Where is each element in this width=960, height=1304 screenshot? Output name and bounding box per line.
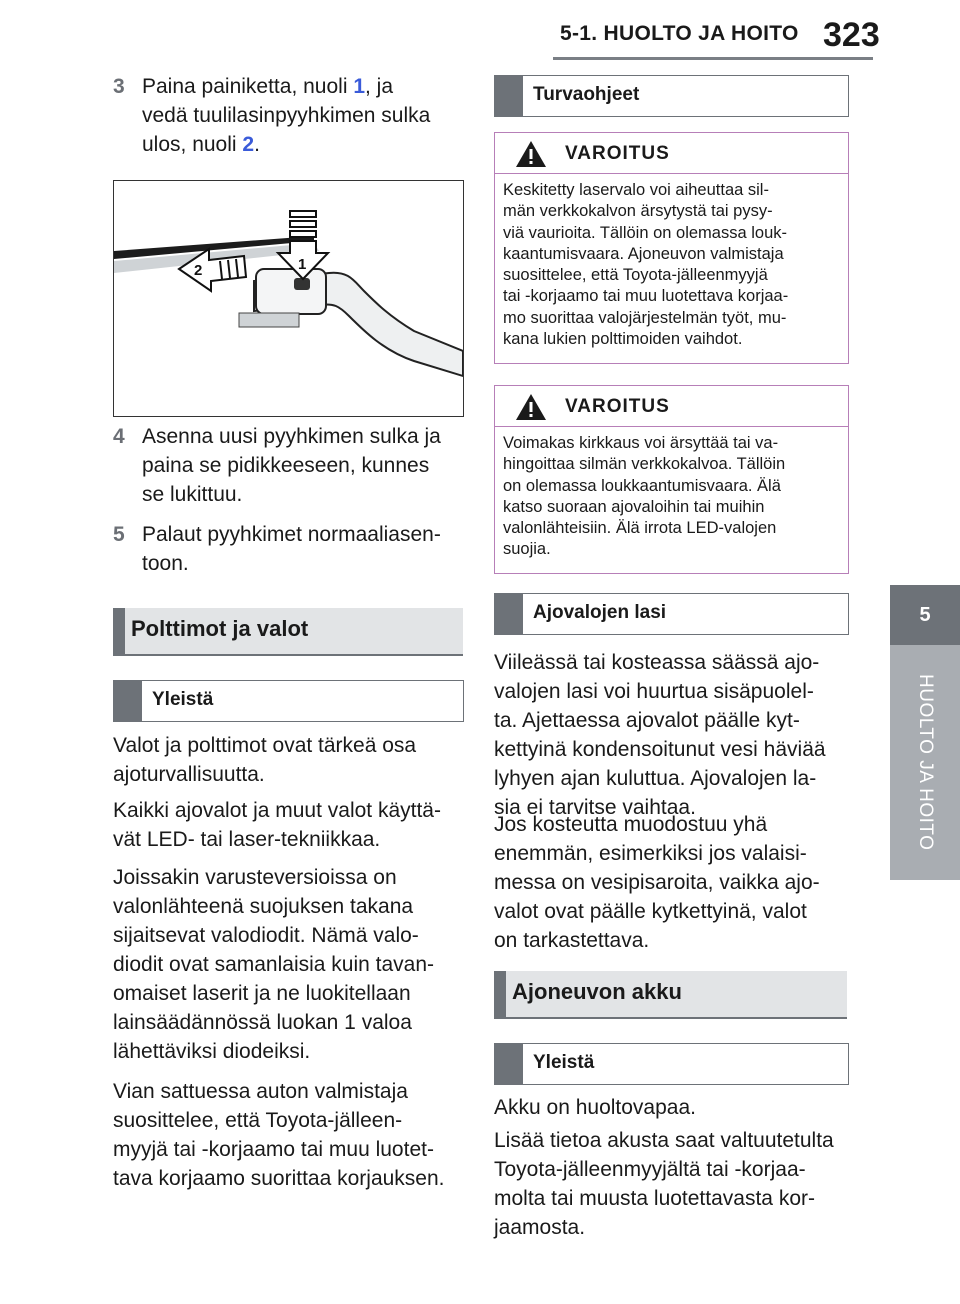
text-line: Vian sattuessa auton valmistaja bbox=[113, 1080, 408, 1103]
callout-2: 2 bbox=[194, 262, 203, 279]
release-button bbox=[294, 278, 310, 290]
subheading-general bbox=[113, 680, 464, 722]
text-line: Valot ja polttimot ovat tärkeä osa bbox=[113, 734, 417, 757]
text: ulos, nuoli bbox=[142, 133, 243, 156]
callout-1: 1 bbox=[298, 256, 307, 273]
text-line: lainsäädännössä luokan 1 valoa bbox=[113, 1011, 412, 1034]
text: , ja bbox=[365, 75, 394, 98]
text-line: Kaikki ajovalot ja muut valot käyttä- bbox=[113, 799, 441, 822]
text-line: mo suorittaa valojärjestelmän työt, mu- bbox=[503, 308, 787, 327]
section-heading-battery bbox=[494, 971, 847, 1019]
text: Paina painiketta, nuoli bbox=[142, 75, 354, 98]
battery-paragraph-2 bbox=[494, 1126, 854, 1242]
wiper-blade-illustration bbox=[113, 180, 464, 417]
subheading-headlight-glass bbox=[494, 593, 849, 635]
warning-label: VAROITUS bbox=[565, 143, 670, 164]
step-3-line-2: vedä tuulilasinpyyhkimen sulka bbox=[142, 104, 431, 127]
headlight-paragraph-1 bbox=[494, 648, 854, 822]
step-5-line: toon. bbox=[142, 552, 189, 575]
text-line: enemmän, esimerkiksi jos valaisi- bbox=[494, 842, 807, 865]
text-line: valonlähteenä suojuksen takana bbox=[113, 895, 414, 918]
warning-triangle-icon bbox=[515, 393, 547, 421]
lights-paragraph-4 bbox=[113, 1077, 473, 1193]
text-line: on olemassa loukkaantumisvaara. Älä bbox=[503, 476, 781, 495]
step-number: 3 bbox=[113, 75, 125, 98]
warning-triangle-icon bbox=[515, 140, 547, 168]
text-line: valot ovat päälle kytkettyinä, valot bbox=[494, 900, 807, 923]
text-line: Lisää tietoa akusta saat valtuutetulta bbox=[494, 1129, 834, 1152]
headlight-paragraph-2 bbox=[494, 810, 854, 955]
step-4 bbox=[113, 422, 463, 509]
text-line: on tarkastettava. bbox=[494, 929, 650, 952]
heading-bar bbox=[495, 594, 523, 634]
text-line: sia ei tarvitse vaihtaa. bbox=[494, 796, 696, 819]
text-line: Toyota-jälleenmyyjältä tai -korjaa- bbox=[494, 1158, 806, 1181]
wiper-blade-drawing bbox=[114, 181, 463, 416]
subheading-text: Yleistä bbox=[152, 689, 214, 710]
section-heading-text: Polttimot ja valot bbox=[131, 616, 309, 641]
step-3 bbox=[113, 72, 463, 159]
subheading-safety bbox=[494, 75, 849, 117]
text-line: män verkkokalvon ärsytystä tai pysy- bbox=[503, 202, 773, 221]
chapter-tab-title: HUOLTO JA HOITO bbox=[915, 674, 936, 851]
lights-paragraph-1 bbox=[113, 731, 468, 789]
text-line: hingoittaa silmän verkkokalvoa. Tällöin bbox=[503, 455, 786, 474]
text-line: Jos kosteutta muodostuu yhä bbox=[494, 813, 768, 836]
subheading-general-battery bbox=[494, 1043, 849, 1085]
step-4-line: se lukittuu. bbox=[142, 483, 243, 506]
step-5 bbox=[113, 520, 463, 578]
chapter-tab-title-wrap bbox=[890, 645, 960, 880]
warning-label: VAROITUS bbox=[565, 396, 670, 417]
text-line: viä vaurioita. Tällöin on olemassa louk- bbox=[503, 223, 788, 242]
step-4-line: paina se pidikkeeseen, kunnes bbox=[142, 454, 430, 477]
text-line: valojen lasi voi huurtua sisäpuolel- bbox=[494, 680, 814, 703]
text-line: kaantumisvaara. Ajoneuvon valmistaja bbox=[503, 244, 784, 263]
subheading-text: Turvaohjeet bbox=[533, 84, 640, 105]
text-line: Joissakin varusteversioissa on bbox=[113, 866, 397, 889]
text-line: kettyinä kondensoitunut vesi häviää bbox=[494, 738, 826, 761]
step-3-line-1 bbox=[142, 72, 463, 101]
subheading-text: Ajovalojen lasi bbox=[533, 602, 667, 623]
heading-bar bbox=[495, 76, 523, 116]
page-number: 323 bbox=[823, 16, 880, 54]
text-line: tai -korjaamo tai muu luotettava korjaa- bbox=[503, 287, 789, 306]
clip-base bbox=[239, 313, 299, 327]
wiper-clip bbox=[256, 269, 326, 314]
text-line: jaamosta. bbox=[494, 1216, 586, 1239]
step-5-line: Palaut pyyhkimet normaaliasen- bbox=[142, 523, 441, 546]
warning-text bbox=[495, 174, 848, 356]
subheading-text: Yleistä bbox=[533, 1052, 595, 1073]
warning-header bbox=[495, 386, 848, 427]
text-line: Keskitetty laservalo voi aiheuttaa sil- bbox=[503, 181, 769, 199]
text-line: molta tai muusta luotettavasta kor- bbox=[494, 1187, 815, 1210]
lights-paragraph-3 bbox=[113, 863, 468, 1066]
warning-box-laser bbox=[494, 132, 849, 364]
running-header-section: 5-1. HUOLTO JA HOITO bbox=[560, 22, 799, 45]
text-line: valonlähteisiin. Älä irrota LED-valojen bbox=[503, 519, 777, 538]
arrow-ref-2: 2 bbox=[242, 133, 255, 156]
section-heading-lights bbox=[113, 608, 463, 656]
text-line: suosittelee, että Toyota-jälleenmyyjä bbox=[503, 266, 768, 285]
text-line: ta. Ajettaessa ajovalot päälle kyt- bbox=[494, 709, 800, 732]
text-line: lähettäviksi diodeiksi. bbox=[113, 1040, 311, 1063]
heading-bar bbox=[113, 608, 125, 654]
text-line: tava korjaamo suorittaa korjauksen. bbox=[113, 1167, 445, 1190]
text-line: katso suoraan ajovaloihin tai muihin bbox=[503, 497, 765, 516]
heading-bar bbox=[114, 681, 142, 721]
heading-bar bbox=[494, 971, 506, 1017]
text-line: ajoturvallisuutta. bbox=[113, 763, 265, 786]
header-rule bbox=[553, 57, 873, 60]
step-3-line-3 bbox=[142, 130, 463, 159]
warning-header bbox=[495, 133, 848, 174]
text: . bbox=[254, 133, 260, 156]
step-number: 5 bbox=[113, 523, 125, 546]
text-line: Akku on huoltovapaa. bbox=[494, 1096, 696, 1119]
lights-paragraph-2 bbox=[113, 796, 468, 854]
text-line: lyhyen ajan kuluttua. Ajovalojen la- bbox=[494, 767, 817, 790]
text-line: diodit ovat samanlaisia kuin tavan- bbox=[113, 953, 435, 976]
battery-paragraph-1 bbox=[494, 1093, 854, 1122]
text-line: Voimakas kirkkaus voi ärsyttää tai va- bbox=[503, 434, 779, 452]
text-line: omaiset laserit ja ne luokitellaan bbox=[113, 982, 411, 1005]
text-line: vät LED- tai laser-tekniikkaa. bbox=[113, 828, 381, 851]
heading-bar bbox=[495, 1044, 523, 1084]
chapter-tab-number[interactable]: 5 bbox=[890, 585, 960, 645]
arrow-ref-1: 1 bbox=[353, 75, 365, 98]
step-number: 4 bbox=[113, 425, 125, 448]
text-line: myyjä tai -korjaamo tai muu luotet- bbox=[113, 1138, 434, 1161]
text-line: suojia. bbox=[503, 540, 551, 559]
warning-box-brightness bbox=[494, 385, 849, 574]
step-4-line: Asenna uusi pyyhkimen sulka ja bbox=[142, 425, 441, 448]
text-line: suosittelee, että Toyota-jälleen- bbox=[113, 1109, 403, 1132]
text-line: sijaitsevat valodiodit. Nämä valo- bbox=[113, 924, 419, 947]
warning-text bbox=[495, 427, 848, 567]
text-line: kana lukien polttimoiden vaihdot. bbox=[503, 330, 743, 349]
text-line: Viileässä tai kosteassa säässä ajo- bbox=[494, 651, 820, 674]
section-heading-text: Ajoneuvon akku bbox=[512, 979, 682, 1004]
text-line: messa on vesipisaroita, vaikka ajo- bbox=[494, 871, 820, 894]
